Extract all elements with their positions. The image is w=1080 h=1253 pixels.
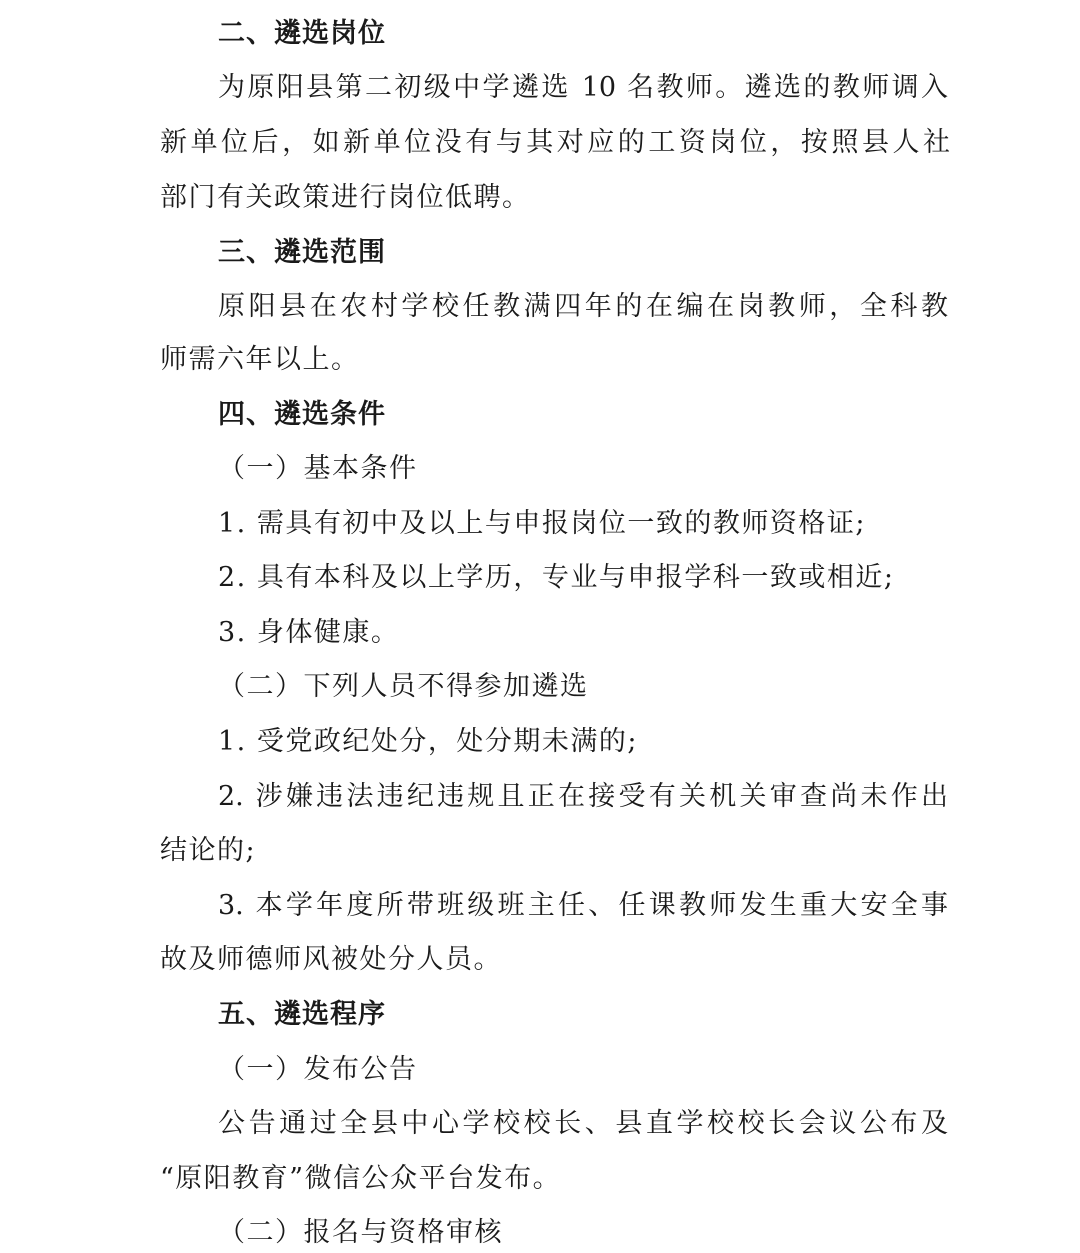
list-item: 结论的; — [160, 835, 257, 866]
section-heading-scope: 三、遴选范围 — [218, 237, 386, 268]
list-item: 3. 身体健康。 — [218, 617, 400, 648]
paragraph-line: 新单位后，如新单位没有与其对应的工资岗位，按照县人社 — [160, 127, 950, 158]
paragraph-line: 部门有关政策进行岗位低聘。 — [160, 182, 531, 213]
subsection-title: （二）报名与资格审核 — [218, 1217, 503, 1248]
paragraph-line: 公告通过全县中心学校校长、县直学校校长会议公布及 — [218, 1108, 948, 1139]
subsection-title: （一）基本条件 — [218, 453, 418, 484]
section-heading-procedure: 五、遴选程序 — [218, 999, 386, 1030]
list-item: 3. 本学年度所带班级班主任、任课教师发生重大安全事 — [218, 890, 948, 921]
subsection-title: （一）发布公告 — [218, 1054, 418, 1085]
subsection-title: （二）下列人员不得参加遴选 — [218, 671, 589, 702]
paragraph-line: 原阳县在农村学校任教满四年的在编在岗教师，全科教 — [218, 291, 948, 322]
paragraph-line: “原阳教育”微信公众平台发布。 — [160, 1163, 562, 1194]
list-item: 2. 涉嫌违法违纪违规且正在接受有关机关审查尚未作出 — [218, 781, 948, 812]
paragraph-line: 师需六年以上。 — [160, 344, 360, 375]
paragraph-line: 为原阳县第二初级中学遴选 10 名教师。遴选的教师调入 — [218, 72, 948, 103]
list-item: 1. 受党政纪处分，处分期未满的; — [218, 726, 638, 757]
list-item: 故及师德师风被处分人员。 — [160, 944, 502, 975]
list-item: 1. 需具有初中及以上与申报岗位一致的教师资格证; — [218, 508, 866, 539]
section-heading-positions: 二、遴选岗位 — [218, 18, 386, 49]
list-item: 2. 具有本科及以上学历，专业与申报学科一致或相近; — [218, 562, 895, 593]
section-heading-conditions: 四、遴选条件 — [218, 399, 386, 430]
